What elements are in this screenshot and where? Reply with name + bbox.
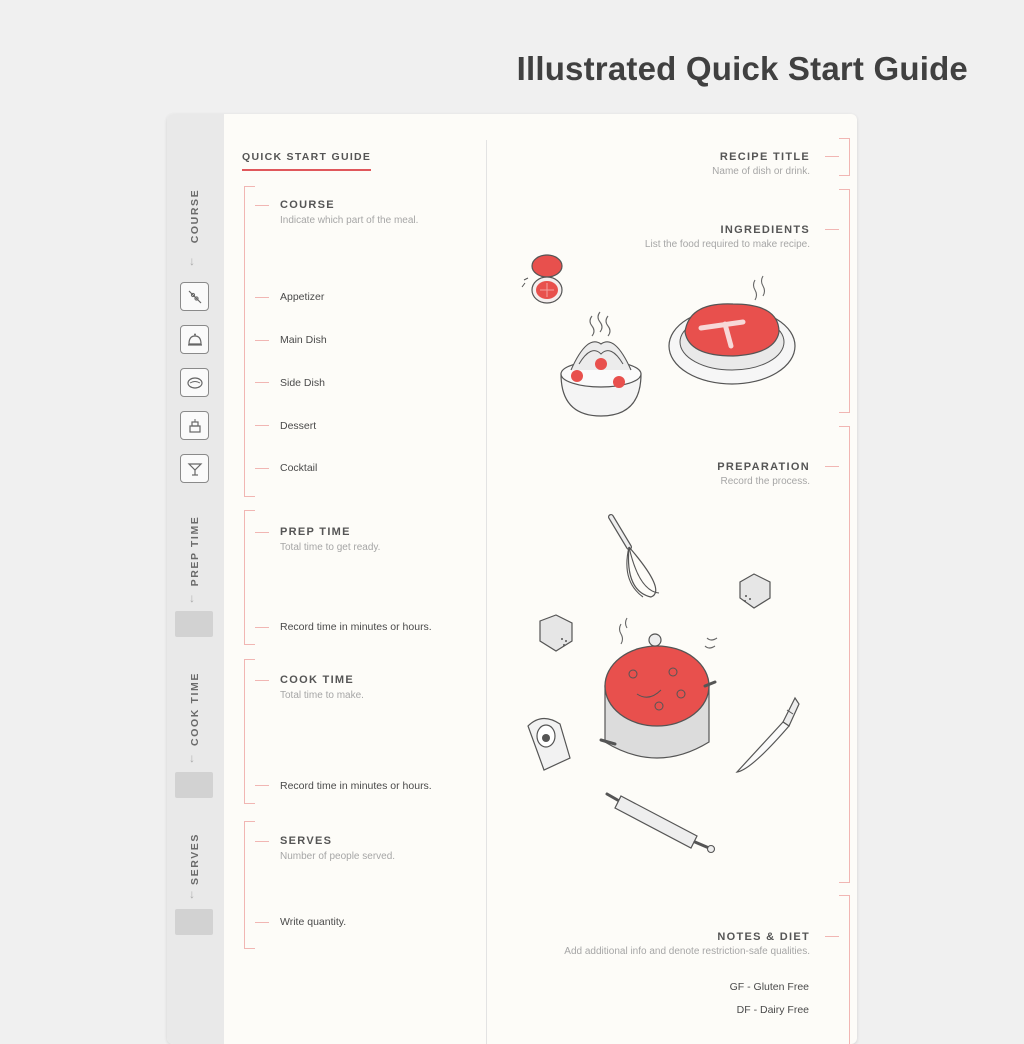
diet-item-dairy-free: DF - Dairy Free — [736, 1004, 809, 1016]
bracket-tick — [255, 205, 269, 206]
ingredients-title: INGREDIENTS — [720, 224, 810, 236]
bracket-tick — [255, 532, 269, 533]
bracket-tick — [825, 936, 839, 937]
side-dish-bowl-icon[interactable] — [180, 368, 209, 397]
steak-plate-illustration — [667, 274, 802, 394]
ingredients-bracket — [839, 189, 850, 413]
course-item-appetizer: Appetizer — [280, 291, 325, 303]
course-item-side-dish: Side Dish — [280, 377, 325, 389]
sidebar — [167, 114, 224, 1044]
sidebar-label-prep-time: PREP TIME — [189, 515, 201, 587]
knife-illustration — [733, 694, 803, 779]
pepper-shaker-illustration — [534, 611, 584, 661]
rolling-pin-illustration — [603, 786, 718, 851]
course-desc: Indicate which part of the meal. — [280, 215, 419, 226]
notes-diet-title: NOTES & DIET — [717, 931, 810, 943]
prep-time-note: Record time in minutes or hours. — [280, 621, 432, 633]
serves-desc: Number of people served. — [280, 851, 396, 862]
bracket-tick — [255, 841, 269, 842]
prep-time-title: PREP TIME — [280, 526, 351, 538]
appetizer-skewer-icon[interactable] — [180, 282, 209, 311]
prep-time-desc: Total time to get ready. — [280, 542, 381, 553]
cook-time-title: COOK TIME — [280, 674, 355, 686]
preparation-bracket — [839, 426, 850, 883]
cook-bracket — [244, 659, 255, 804]
sidebar-label-serves: SERVES — [189, 832, 201, 886]
stock-pot-illustration — [597, 614, 727, 769]
arrow-down-icon: ↓ — [189, 254, 195, 268]
prep-time-input[interactable] — [175, 611, 213, 637]
arrow-down-icon: ↓ — [189, 887, 195, 901]
cocktail-glass-icon[interactable] — [180, 454, 209, 483]
salt-shaker-illustration — [732, 570, 777, 615]
sidebar-label-course: COURSE — [189, 188, 201, 244]
diet-item-gluten-free: GF - Gluten Free — [729, 981, 809, 993]
recipe-title-desc: Name of dish or drink. — [712, 166, 810, 177]
course-item-cocktail: Cocktail — [280, 462, 318, 474]
whisk-illustration — [605, 511, 675, 606]
notes-bracket — [839, 895, 850, 1044]
bracket-tick — [255, 680, 269, 681]
egg-timer-illustration — [522, 714, 572, 774]
cook-time-note: Record time in minutes or hours. — [280, 780, 432, 792]
course-item-dessert: Dessert — [280, 420, 317, 432]
bracket-tick — [255, 468, 269, 469]
column-divider — [486, 140, 487, 1044]
bracket-tick — [255, 785, 269, 786]
cook-time-desc: Total time to make. — [280, 690, 364, 701]
arrow-down-icon: ↓ — [189, 751, 195, 765]
pasta-bowl-illustration — [557, 304, 647, 424]
notes-diet-desc: Add additional info and denote restriction-safe qualities. — [564, 946, 810, 957]
bracket-tick — [255, 382, 269, 383]
arrow-down-icon: ↓ — [189, 591, 195, 605]
cook-time-input[interactable] — [175, 772, 213, 798]
serves-input[interactable] — [175, 909, 213, 935]
bracket-tick — [825, 466, 839, 467]
bracket-tick — [255, 425, 269, 426]
guide-heading: QUICK START GUIDE — [242, 151, 371, 171]
serves-note: Write quantity. — [280, 916, 347, 928]
preparation-desc: Record the process. — [720, 476, 810, 487]
course-bracket — [244, 186, 255, 497]
recipe-title-bracket — [839, 138, 850, 176]
ingredients-desc: List the food required to make recipe. — [644, 239, 810, 250]
bracket-tick — [825, 229, 839, 230]
preparation-title: PREPARATION — [717, 461, 810, 473]
bracket-tick — [255, 340, 269, 341]
recipe-title-title: RECIPE TITLE — [719, 151, 810, 163]
bracket-tick — [255, 922, 269, 923]
serves-bracket — [244, 821, 255, 949]
bracket-tick — [825, 156, 839, 157]
main-dish-cloche-icon[interactable] — [180, 325, 209, 354]
course-title: COURSE — [280, 199, 335, 211]
serves-title: SERVES — [280, 835, 333, 847]
sidebar-label-cook-time: COOK TIME — [189, 672, 201, 746]
dessert-cake-icon[interactable] — [180, 411, 209, 440]
guide-card — [167, 114, 857, 1044]
bracket-tick — [255, 297, 269, 298]
bracket-tick — [255, 627, 269, 628]
page-headline: Illustrated Quick Start Guide — [516, 50, 968, 87]
prep-bracket — [244, 510, 255, 645]
course-item-main-dish: Main Dish — [280, 334, 327, 346]
